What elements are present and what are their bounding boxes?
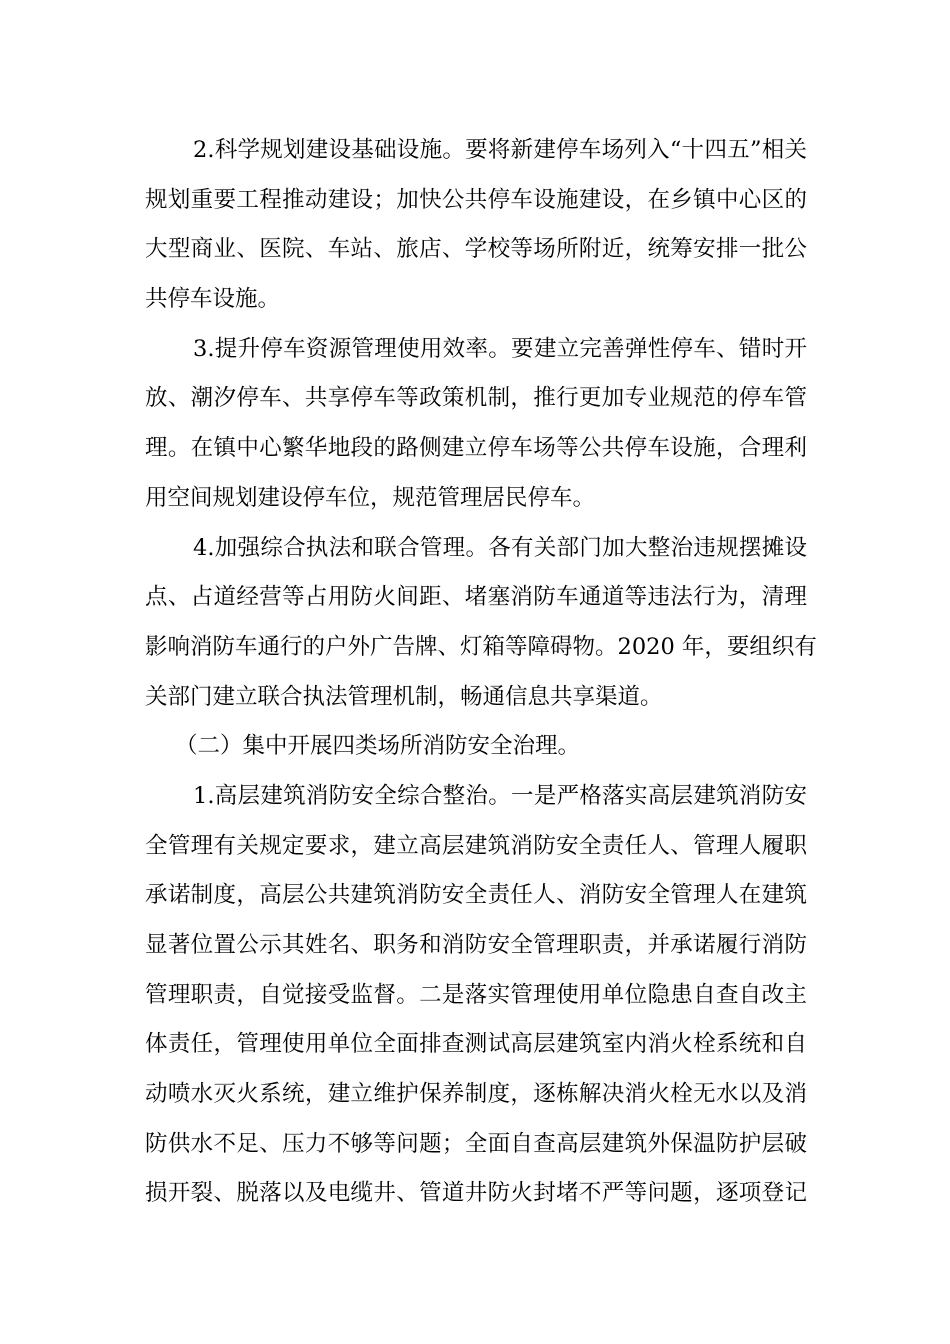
section-heading xyxy=(145,728,807,778)
text-line: 用空间规划建设停车位，规范管理居民停车。 xyxy=(145,484,596,511)
text-line: 影响消防车通行的户外广告牌、灯箱等障碍物。2020 年，要组织有 xyxy=(145,633,817,660)
text-line: 防供水不足、压力不够等问题；全面自查高层建筑外保温防护层破 xyxy=(145,1130,807,1157)
text-line: 放、潮汐停车、共享停车等政策机制，推行更加专业规范的停车管 xyxy=(145,385,807,412)
paragraph-joint-enforcement xyxy=(145,530,817,729)
text-line: 损开裂、脱落以及电缆井、管道井防火封堵不严等问题，逐项登记 xyxy=(145,1180,807,1207)
text-line: 3.提升停车资源管理使用效率。要建立完善弹性停车、错时开 xyxy=(193,335,807,362)
text-line: 4.加强综合执法和联合管理。各有关部门加大整治违规摆摊设 xyxy=(193,534,807,561)
paragraph-high-rise-safety xyxy=(145,778,807,1225)
text-line: 全管理有关规定要求，建立高层建筑消防安全责任人、管理人履职 xyxy=(145,832,807,859)
paragraph-parking-management xyxy=(145,331,807,530)
text-line: 1.高层建筑消防安全综合整治。一是严格落实高层建筑消防安 xyxy=(193,782,807,809)
text-line: 理。在镇中心繁华地段的路侧建立停车场等公共停车设施，合理利 xyxy=(145,435,807,462)
text-line: 管理职责，自觉接受监督。二是落实管理使用单位隐患自查自改主 xyxy=(145,981,807,1008)
text-line: 共停车设施。 xyxy=(145,286,281,313)
paragraph-infrastructure xyxy=(145,132,807,331)
text-line: 动喷水灭火系统，建立维护保养制度，逐栋解决消火栓无水以及消 xyxy=(145,1081,807,1108)
text-line: 点、占道经营等占用防火间距、堵塞消防车通道等违法行为，清理 xyxy=(145,584,807,611)
text-line: 规划重要工程推动建设；加快公共停车设施建设，在乡镇中心区的 xyxy=(145,186,807,213)
text-line: 关部门建立联合执法管理机制，畅通信息共享渠道。 xyxy=(145,683,663,710)
text-line: 体责任，管理使用单位全面排查测试高层建筑室内消火栓系统和自 xyxy=(145,1031,807,1058)
text-line: 2.科学规划建设基础设施。要将新建停车场列入“十四五”相关 xyxy=(193,137,807,163)
text-line: 显著位置公示其姓名、职务和消防安全管理职责，并承诺履行消防 xyxy=(145,932,807,958)
document-page xyxy=(145,132,817,1225)
heading-line: （二）集中开展四类场所消防安全治理。 xyxy=(175,733,581,760)
text-line: 承诺制度，高层公共建筑消防安全责任人、消防安全管理人在建筑 xyxy=(145,882,807,909)
text-line: 大型商业、医院、车站、旅店、学校等场所附近，统筹安排一批公 xyxy=(145,236,807,263)
